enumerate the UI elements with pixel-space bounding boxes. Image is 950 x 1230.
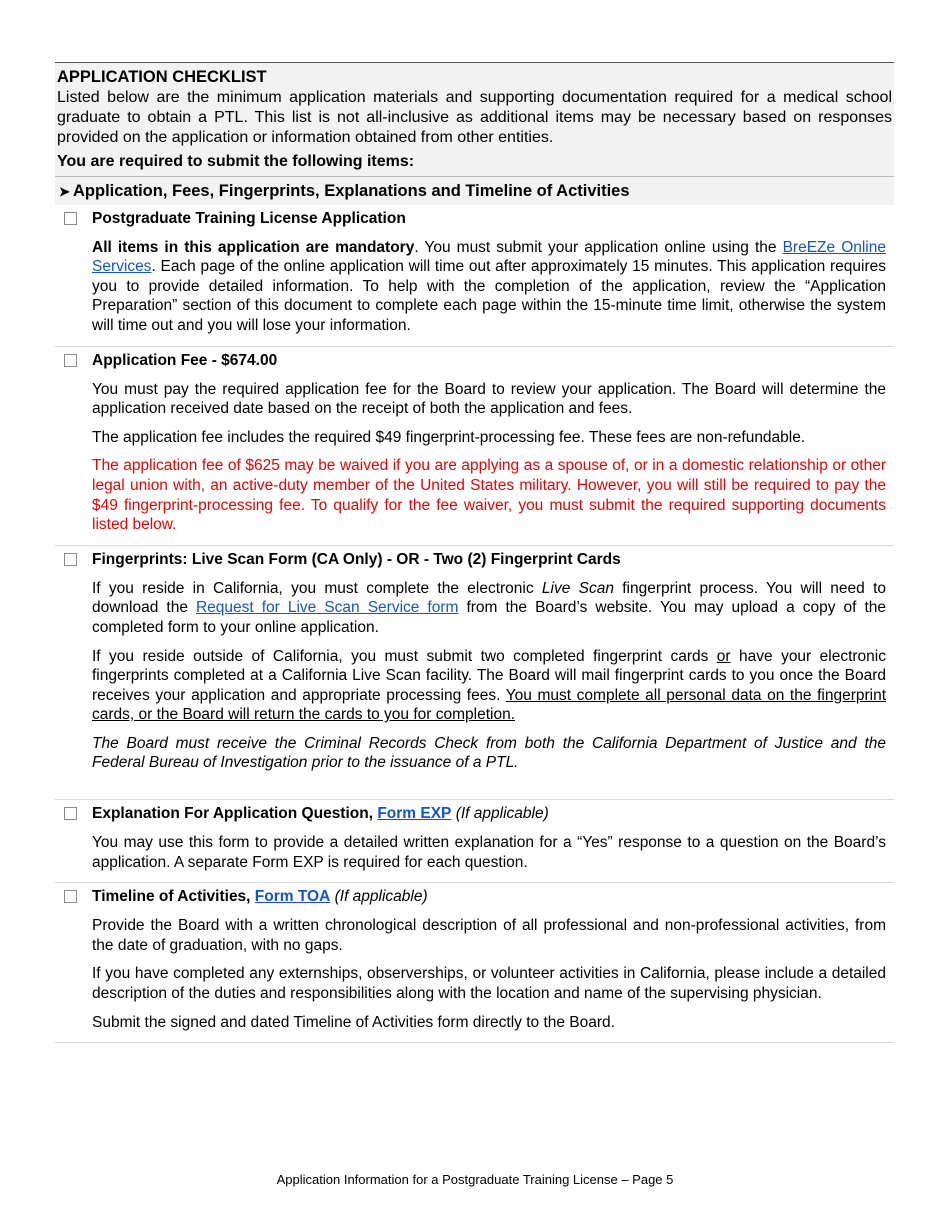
- criminal-records-notice: The Board must receive the Criminal Records Check from both the California Department of Justice and the Federal Bureau of Investigation prior to the issuance of a PTL.: [92, 734, 886, 772]
- empty-checkbox-icon[interactable]: [64, 807, 77, 820]
- item-paragraph: Submit the signed and dated Timeline of Activities form directly to the Board.: [92, 1013, 615, 1031]
- live-scan-form-link[interactable]: Request for Live Scan Service form: [195, 599, 459, 617]
- section-heading: [55, 176, 894, 205]
- personal-data-notice: You must complete all personal data on the fingerprint cards, or the Board will return the cards to you for completion.: [92, 686, 887, 724]
- text-run: If you reside in California, you must complete the electronic: [92, 579, 542, 597]
- text-run: from the Board’s website. You may upload a copy of the completed form to your online application.: [92, 599, 886, 636]
- checklist-item-explanation: [55, 800, 894, 883]
- empty-checkbox-icon[interactable]: [64, 890, 77, 903]
- applicability-note: (If applicable): [451, 805, 549, 823]
- checklist-item-ptl-application: [55, 205, 894, 347]
- item-title-row: [92, 550, 886, 570]
- checklist-item-application-fee: [55, 347, 894, 546]
- or-emphasis: or: [716, 647, 731, 665]
- section-title: Application, Fees, Fingerprints, Explanations and Timeline of Activities: [73, 181, 630, 200]
- item-title: Application Fee - $674.00: [92, 351, 278, 369]
- empty-checkbox-icon[interactable]: [64, 354, 77, 367]
- checklist-page: [55, 62, 894, 1043]
- item-title: Explanation For Application Question,: [92, 805, 378, 823]
- intro-text: Listed below are the minimum application materials and supporting documentation required for a medical school graduate to obtain a PTL. This list is not all-inclusive as additional items may be necessary based on responses provided on the application or information obtained from other entities.: [57, 89, 892, 146]
- page-title: APPLICATION CHECKLIST: [57, 68, 267, 86]
- item-title-row: [92, 351, 886, 371]
- item-title: Postgraduate Training License Application: [92, 209, 406, 227]
- text-run: have your electronic fingerprints completed at a California Live Scan facility. The Board will mail fingerprint cards to you once the Board receives your application and appropriate processing fees.: [92, 647, 886, 704]
- empty-checkbox-icon[interactable]: [64, 212, 77, 225]
- arrowhead-right-icon: ➤: [59, 183, 70, 199]
- item-title: Timeline of Activities,: [92, 888, 255, 906]
- breeze-online-services-link[interactable]: BreEZe Online Services: [92, 238, 886, 276]
- item-paragraph: The application fee includes the required $49 fingerprint-processing fee. These fees are non-refundable.: [92, 428, 806, 446]
- text-run: . You must submit your application online using the: [414, 238, 783, 256]
- text-run: . Each page of the online application will time out after approximately 15 minutes. This application requires you to provide detailed information. To help with the completion of the application, review the “Application Preparation” section of this document to complete each page within the 15-minute time limit, otherwise the system will time out and you will lose your information.: [92, 258, 886, 334]
- form-toa-link[interactable]: Form TOA: [254, 888, 331, 906]
- live-scan-term: Live Scan: [541, 579, 614, 597]
- item-title-row: [92, 887, 886, 907]
- checklist-header: [55, 62, 894, 176]
- applicability-note: (If applicable): [330, 888, 428, 906]
- text-run: fingerprint process. You will need to download the: [92, 579, 887, 617]
- fee-waiver-notice: The application fee of $625 may be waived if you are applying as a spouse of, or in a domestic relationship or other legal union with, an active-duty member of the United States military. However, you will still be required to pay the $49 fingerprint-processing fee. To qualify for the fee waiver, you must submit the required supporting documents listed below.: [92, 457, 886, 534]
- checklist-item-fingerprints: [55, 546, 894, 800]
- mandatory-note: All items in this application are mandatory: [92, 238, 415, 256]
- empty-checkbox-icon[interactable]: [64, 553, 77, 566]
- page-footer: Application Information for a Postgraduate Training License – Page 5: [276, 1172, 674, 1187]
- item-title: Fingerprints: Live Scan Form (CA Only) - OR - Two (2) Fingerprint Cards: [92, 550, 621, 568]
- form-exp-link[interactable]: Form EXP: [377, 805, 452, 823]
- item-paragraph: [92, 238, 886, 336]
- required-heading: You are required to submit the following items:: [57, 153, 415, 170]
- item-paragraph: If you have completed any externships, observerships, or volunteer activities in California, please include a detailed description of the duties and responsibilities along with the location and name of the supervising physician.: [92, 965, 886, 1003]
- item-paragraph: [92, 647, 886, 725]
- item-paragraph: [92, 579, 886, 638]
- item-paragraph: Provide the Board with a written chronological description of all professional and non-professional activities, from the date of graduation, with no gaps.: [92, 917, 886, 954]
- item-title-row: [92, 209, 886, 229]
- item-paragraph: You must pay the required application fee for the Board to review your application. The Board will determine the application received date based on the receipt of both the application and fees.: [92, 380, 886, 418]
- item-title-row: [92, 804, 886, 824]
- checklist-item-timeline: [55, 883, 894, 1043]
- text-run: If you reside outside of California, you must submit two completed fingerprint cards: [92, 647, 717, 665]
- item-paragraph: You may use this form to provide a detailed written explanation for a “Yes” response to a question on the Board’s application. A separate Form EXP is required for each question.: [92, 834, 886, 871]
